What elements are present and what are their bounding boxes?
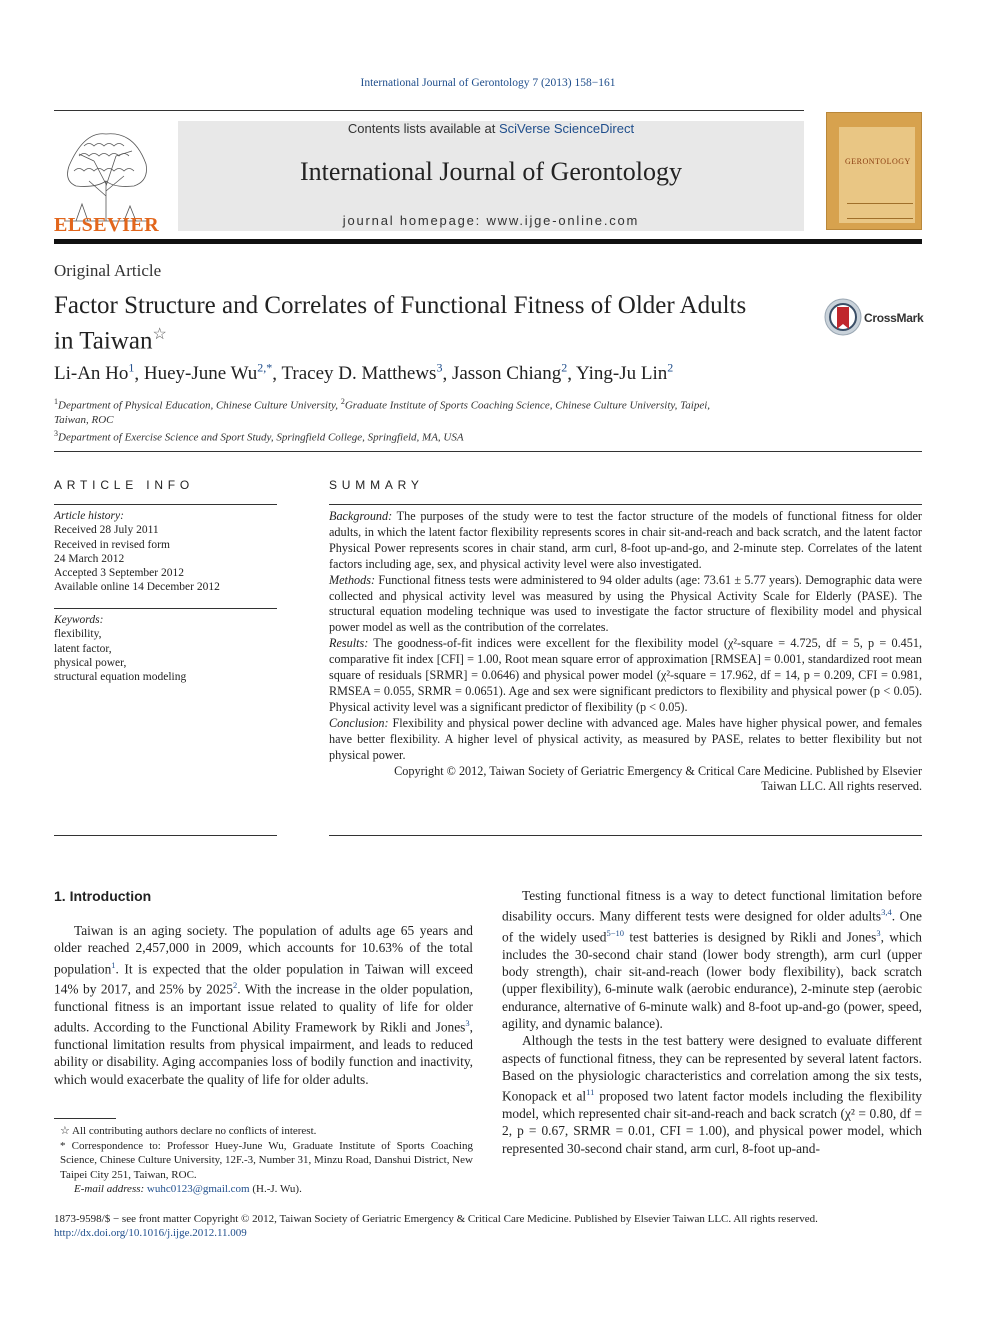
keyword: structural equation modeling: [54, 671, 187, 684]
author[interactable]: Li-An Ho$^1$: [54, 361, 135, 385]
journal-cover-image[interactable]: [826, 112, 922, 230]
history-item: Available online 14 December 2012: [54, 581, 220, 594]
journal-reference[interactable]: International Journal of Gerontology 7 (2013) 158−161: [360, 77, 616, 89]
summary-abstract: [329, 509, 922, 795]
issn-line: 1873-9598/$ − see front matter Copyright © 2012, Taiwan Society of Geriatric Emergency & Critical Care Medicine. Published by Elsevier Taiwan LLC. All rights reserved.: [54, 1213, 818, 1225]
header-rule: [54, 110, 804, 111]
keywords-label: Keywords:: [54, 614, 104, 626]
summary-bottom-rule: [329, 835, 922, 836]
paragraph: Testing functional fitness is a way to detect functional limitation before disability occurs. Many different tests were designed for older adults$^{3,4}$. One of the widely used$^{5-10}$ test batteries is designed by Rikli and Jones$^3$, which includes the 30-second chair stand (lower body strength), arm curl (upper body strength), chair sit-and-reach (lower body flexibility), back scratch (upper flexibility), 6-minute walk (aerobic endurance), 2-minute step (aerobic endurance, alternative of 6-minute walk) and 8-foot up-and-go (power, speed, agility, and dynamic balance).: [502, 888, 922, 1032]
title-line-1: Factor Structure and Correlates of Functional Fitness of Older Adults: [54, 292, 747, 319]
keyword: flexibility,: [54, 628, 102, 641]
title-block-rule: [54, 451, 922, 452]
citation[interactable]: 11: [586, 1087, 595, 1098]
summary-copyright: Copyright © 2012, Taiwan Society of Geriatric Emergency & Critical Care Medicine. Published by Elsevier Taiwan LLC. All rights reserved.: [394, 763, 922, 794]
sciencedirect-link[interactable]: SciVerse ScienceDirect: [498, 121, 635, 136]
body-left-column: [54, 922, 473, 1088]
keyword: latent factor,: [54, 642, 112, 655]
affiliation-3: Department of Exercise Science and Sport Study, Springfield College, Springfield, MA, USA: [58, 431, 464, 444]
doi-link[interactable]: http://dx.doi.org/10.1016/j.ijge.2012.11.009: [54, 1227, 247, 1240]
keywords: [54, 613, 186, 684]
email-link[interactable]: wuhc0123@gmail.com: [146, 1183, 250, 1195]
article-info-heading: ARTICLE INFO: [54, 478, 195, 492]
affiliation-2: Graduate Institute of Sports Coaching Science, Chinese Culture University, Taipei,: [344, 399, 711, 412]
citation[interactable]: 3: [465, 1018, 470, 1029]
author[interactable]: Ying-Ju Lin$^2$: [575, 361, 674, 385]
article-info-bottom-rule: [54, 835, 277, 836]
header-thick-rule: [54, 239, 922, 244]
journal-title: International Journal of Gerontology: [300, 157, 682, 186]
author[interactable]: Tracey D. Matthews$^3$: [281, 361, 443, 385]
contents-prefix: Contents lists available at: [347, 121, 499, 136]
footnote-correspondence: * Correspondence to: Professor Huey-June Wu, Graduate Institute of Sports Coaching Science, Chinese Culture University, 12F.-3, Number 31, Minzu Road, Danshui District, New Taipei City 251, Taiwan, ROC.: [60, 1139, 473, 1181]
author[interactable]: Huey-June $Wu^{2,*}$: [143, 361, 273, 385]
history-item: Received 28 July 2011: [54, 524, 159, 537]
contents-line: [178, 121, 804, 136]
title-line-2: in Taiwan: [54, 327, 153, 355]
journal-homepage[interactable]: journal homepage: www.ijge-online.com: [342, 213, 640, 228]
body-right-column: [502, 887, 922, 1157]
section-heading-introduction: 1. Introduction: [54, 888, 152, 904]
summary-results: Results: The goodness-of-fit indices were excellent for the flexibility model (χ²-square = 4.725, df = 5, p = 0.451, comparative fit index [CFI] = 1.00, Root mean square error of approximation [RMSEA] = 0.001, standardized root mean square of residuals [SRMR] = 0.0646) and physical power model (χ²-square = 17.962, df = 14, p = 0.209, CFI = 0.981, RMSEA = 0.055, SRMR = 0.0651). Age and sex were significant predictors to flexibility and physical power (p < 0.05). Physical activity level was a significant predictor of flexibility (p < 0.05).: [329, 636, 922, 714]
paragraph: Taiwan is an aging society. The population of adults age 65 years and older reached 2,457,000 in 2009, which accounts for 10.63% of the total population$^1$. It is expected that the older population in Taiwan will exceed 14% by 2017, and 25% by 2025$^2$. With the increase in the older population, functional fitness is an important issue related to quality of life for older adults. According to the Functional Ability Framework by Rikli and Jones$^3$, functional limitation results from physical impairment, and leads to reduced ability or disability. Aging accompanies loss of bodily function and inactivity, which would exacerbate the quality of life for older adults.: [54, 923, 473, 1087]
affiliations: $^1$Department of Physical Education, Chinese Culture University, $^2$Graduate Institute of Sports Coaching Science, Chinese Culture University, Taipei, Taiwan, ROC $^3$Department of Exercise Science and Sport Study, Springfield College, Springfield, MA, USA: [54, 397, 711, 444]
citation[interactable]: 5−10: [606, 928, 625, 939]
crossmark-icon[interactable]: [824, 298, 862, 336]
summary-methods: Methods: Functional fitness tests were administered to 94 older adults (age: 73.61 ± 5.77 years). Demographic data were collected and physical activity level was measured by using the Physical Activity Scale for Elderly (PASE). The structural equation modeling technique was used to investigate the factor structure of flexibility model and physical power model as well as the contribution of the correlates.: [329, 572, 922, 635]
history-item: Accepted 3 September 2012: [54, 567, 184, 580]
affiliation-2-country: Taiwan, ROC: [54, 413, 114, 426]
citation[interactable]: 3,4: [881, 907, 892, 918]
author[interactable]: Jasson Chiang$^2$: [451, 361, 568, 385]
cover-title: GERONTOLOGY: [845, 157, 911, 166]
title-footnote-mark[interactable]: ☆: [152, 326, 167, 343]
citation[interactable]: 3: [876, 928, 881, 939]
keywords-rule: [54, 608, 277, 609]
page-footer: [54, 1212, 922, 1241]
article-type: Original Article: [54, 261, 162, 280]
affiliation-1: Department of Physical Education, Chinese Culture University,: [58, 399, 341, 412]
article-history: [54, 509, 220, 595]
paragraph: Although the tests in the test battery were designed to evaluate different aspects of functional fitness, they can be represented by several latent factors. Based on the physiologic characteristics and correlation among the six tests, Konopack et $al^{11}$ proposed two latent factor models including the flexibility model, which represented chair sit-and-reach and back scratch (χ² = 0.80, df = 2, p = 0.67, SRMR = 0.01, CFI = 1.00), and physical power model, which represented 30-second chair stand, arm curl, 8-foot up-and-: [502, 1033, 922, 1156]
keyword: physical power,: [54, 656, 127, 669]
summary-background: Background: The purposes of the study were to test the factor structure of the models of functional fitness for older adults, in which the latent factor flexibility represents scores in chair sit-and-reach and back scratch, and the latent factor Physical Power represents scores in chair stand, arm curl, 8-foot up-and-go, and 2-minute step. Correlates of the latent factors including age, sex, and physical activity level were also investigated.: [329, 509, 922, 571]
citation[interactable]: 2: [232, 980, 238, 991]
footnote-conflicts: ☆ All contributing authors declare no conflicts of interest.: [60, 1125, 317, 1137]
footnote-email: E-mail address: wuhc0123@gmail.com (H.-J. Wu).: [74, 1183, 302, 1195]
summary-rule: [329, 504, 922, 505]
crossmark-label[interactable]: CrossMark: [864, 311, 924, 325]
cover-decoration: [847, 203, 913, 219]
history-item: Received in revised form: [54, 538, 170, 551]
article-title: [54, 291, 814, 355]
citation[interactable]: 1: [111, 959, 116, 970]
history-label: Article history:: [54, 510, 124, 522]
article-info-rule: [54, 504, 277, 505]
summary-conclusion: Conclusion: Flexibility and physical power decline with advanced age. Males have higher physical power, and females have better flexibility. A higher level of physical activity, as measured by PASE, relates to better flexibility but not physical power.: [329, 715, 922, 762]
history-item: 24 March 2012: [54, 552, 125, 565]
summary-heading: SUMMARY: [329, 478, 424, 492]
footnotes: [54, 1124, 473, 1197]
footnote-rule: [54, 1118, 116, 1119]
author-list: Li-An Ho$^1$, Huey-June $Wu^{2,*}$, Tracey D. Matthews$^3$, Jasson Chiang$^2$, Ying-Ju Lin$^2$: [54, 361, 674, 385]
elsevier-wordmark: ELSEVIER: [54, 214, 160, 236]
